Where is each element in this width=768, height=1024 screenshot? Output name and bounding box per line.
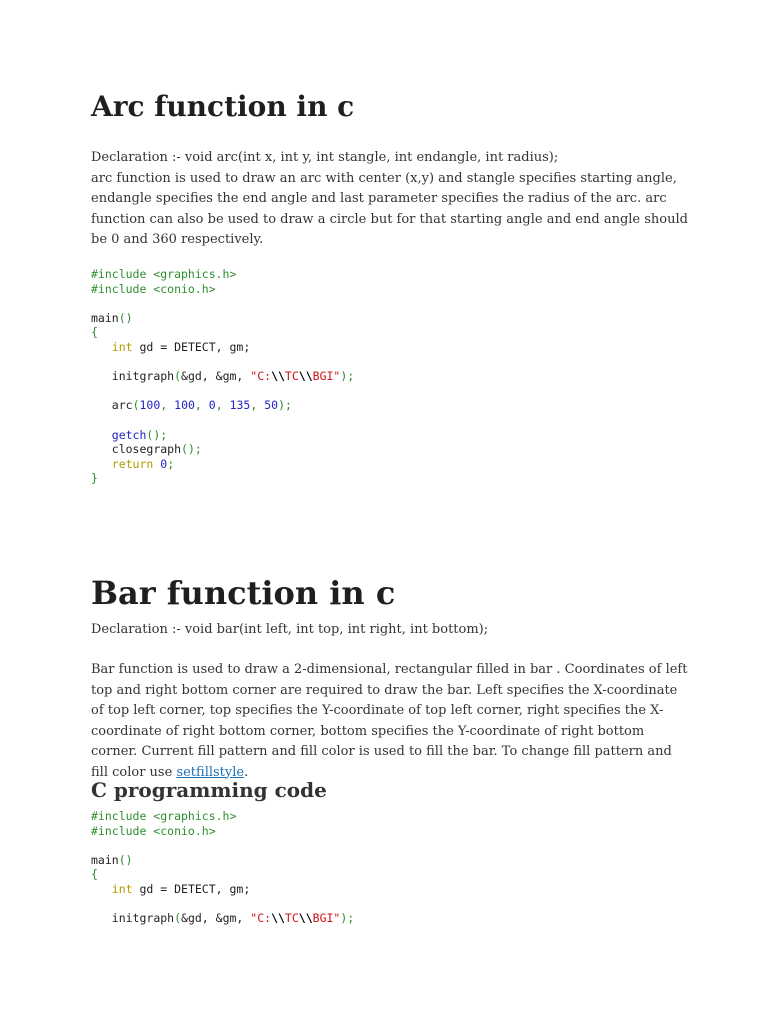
setfillstyle-link[interactable]: setfillstyle	[176, 764, 245, 780]
code-int-keyword: int	[111, 339, 133, 354]
code-initgraph-args: &gd, &gm,	[181, 369, 251, 384]
bar-description	[91, 660, 688, 783]
code-gd-decl: gd = DETECT, gm;	[132, 881, 251, 896]
arc-code-block	[91, 267, 688, 486]
code-arg-endangle: 135	[229, 398, 251, 413]
code-escape: \\	[271, 911, 285, 926]
code-initgraph-args: &gd, &gm,	[181, 911, 251, 926]
code-include-conio: #include <conio.h>	[91, 823, 216, 838]
arc-code: #include <graphics.h> #include <conio.h> main() { int gd = DETECT, gm; initgraph(&gd, &gm, "C:\\TC\\BGI"); arc(100, 100, 0, 135, 50); getch(); closegraph(); return 0; }	[91, 267, 355, 486]
bar-section	[91, 576, 688, 611]
bar-code-block	[91, 809, 688, 926]
bar-declaration-block	[91, 620, 688, 641]
code-include-graphics: #include <graphics.h>	[91, 809, 237, 823]
code-string-open: "C:	[250, 911, 272, 926]
code-getch: getch	[111, 427, 147, 442]
code-gd-decl: gd = DETECT, gm;	[132, 339, 251, 354]
code-escape: \\	[271, 369, 285, 384]
code-include-graphics: #include <graphics.h>	[91, 267, 237, 281]
code-return: return	[111, 456, 154, 471]
code-escape: \\	[298, 369, 313, 384]
code-string-open: "C:	[250, 369, 272, 384]
code-string-tc: TC	[284, 911, 299, 926]
code-arg-stangle: 0	[208, 398, 216, 413]
bar-title: Bar function in c	[91, 574, 396, 612]
code-string-close: BGI"	[312, 369, 341, 384]
code-arg-x: 100	[139, 398, 161, 413]
code-initgraph: initgraph	[111, 369, 175, 384]
arc-section	[91, 92, 688, 123]
arc-declaration: Declaration :- void arc(int x, int y, int stangle, int endangle, int radius);	[91, 150, 559, 165]
bar-code: #include <graphics.h> #include <conio.h> main() { int gd = DETECT, gm; initgraph(&gd, &gm, "C:\\TC\\BGI");	[91, 809, 355, 926]
arc-title: Arc function in c	[91, 90, 355, 123]
bar-declaration: Declaration :- void bar(int left, int top, int right, int bottom);	[91, 622, 489, 637]
code-heading: C programming code	[91, 778, 327, 802]
code-arg-radius: 50	[264, 398, 279, 413]
bar-description-text: Bar function is used to draw a 2-dimensional, rectangular filled in bar . Coordinates of left top and right bottom corner are required to draw the bar. Left specifies the X-coordinate of top left corner, top specifies the Y-coordinate of top left corner, right specifies the X-coordinate of right bottom corner, bottom specifies the Y-coordinate of right bottom corner. Current fill pattern and fill color is used to fill the bar. To change fill pattern and fill color use	[91, 662, 688, 780]
arc-description: arc function is used to draw an arc with center (x,y) and stangle specifies starting angle, endangle specifies the end angle and last parameter specifies the radius of the arc. arc function can also be used to draw a circle but for that starting angle and end angle should be 0 and 360 respectively.	[91, 170, 688, 247]
code-initgraph: initgraph	[111, 911, 175, 926]
code-main: main	[91, 852, 119, 867]
code-escape: \\	[298, 911, 313, 926]
code-int-keyword: int	[111, 881, 133, 896]
bar-description-block	[91, 660, 688, 783]
code-string-tc: TC	[284, 369, 299, 384]
code-closegraph: closegraph	[111, 442, 182, 457]
code-arg-y: 100	[174, 398, 195, 413]
code-include-conio: #include <conio.h>	[91, 281, 216, 296]
code-main: main	[91, 310, 119, 325]
code-string-close: BGI"	[312, 911, 341, 926]
bar-code-heading-block	[91, 778, 688, 802]
code-return-value: 0	[160, 456, 168, 471]
bar-description-end: .	[244, 764, 249, 780]
arc-text	[91, 148, 688, 251]
code-arc-call: arc	[111, 398, 133, 413]
